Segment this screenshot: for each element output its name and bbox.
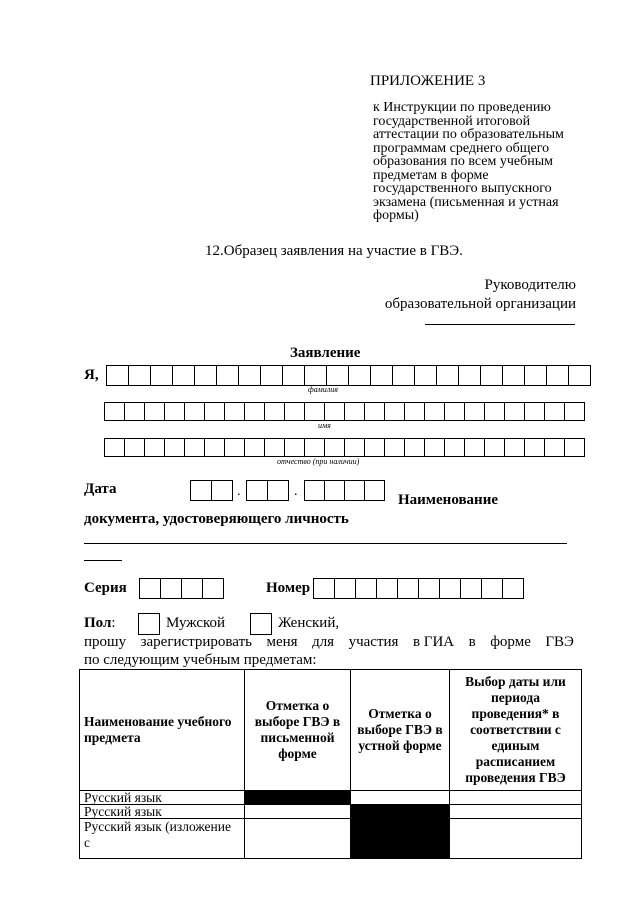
header-subject: Наименование учебного предмета — [80, 670, 245, 791]
char-cell[interactable] — [480, 365, 503, 386]
request-word: участия — [348, 634, 399, 650]
char-cell[interactable] — [216, 365, 239, 386]
char-cell[interactable] — [224, 438, 245, 457]
char-cell[interactable] — [397, 578, 419, 599]
char-cell[interactable] — [124, 438, 145, 457]
request-word: прошу — [84, 634, 127, 650]
gender-colon: : — [111, 615, 116, 631]
date-choice-cell[interactable] — [450, 791, 582, 805]
char-cell[interactable] — [424, 438, 445, 457]
char-cell[interactable] — [304, 402, 325, 421]
char-cell[interactable] — [144, 438, 165, 457]
char-cell[interactable] — [364, 402, 385, 421]
series-field[interactable] — [139, 578, 224, 599]
char-cell[interactable] — [364, 438, 385, 457]
char-cell[interactable] — [444, 438, 465, 457]
char-cell[interactable] — [384, 402, 405, 421]
request-word: меня — [266, 634, 298, 650]
char-cell[interactable] — [238, 365, 261, 386]
char-cell[interactable] — [244, 402, 265, 421]
char-cell[interactable] — [264, 438, 285, 457]
instruction-line: государственного выпускного — [373, 181, 552, 196]
char-cell[interactable] — [444, 402, 465, 421]
document-name-label: Наименование — [398, 492, 498, 508]
date-day-field[interactable] — [190, 480, 233, 501]
char-cell[interactable] — [204, 402, 225, 421]
request-word: в — [468, 634, 476, 650]
series-label: Серия — [84, 580, 127, 596]
char-cell[interactable] — [211, 480, 233, 501]
char-cell[interactable] — [546, 365, 569, 386]
written-mark-cell-disabled — [245, 791, 351, 805]
char-cell[interactable] — [568, 365, 591, 386]
char-cell[interactable] — [364, 480, 385, 501]
header-written: Отметка о выборе ГВЭ в письменной форме — [245, 670, 351, 791]
written-mark-cell[interactable] — [245, 805, 351, 819]
instruction-line: предметам в форме — [373, 167, 489, 183]
female-label: Женский, — [278, 615, 340, 631]
male-checkbox[interactable] — [138, 613, 160, 635]
char-cell[interactable] — [484, 438, 505, 457]
table-row — [80, 791, 582, 805]
char-cell[interactable] — [202, 578, 224, 599]
oral-mark-cell-disabled — [351, 805, 450, 819]
instruction-line: образования по всем учебным — [373, 154, 553, 169]
instruction-reference — [373, 101, 588, 223]
name-field[interactable] — [104, 402, 585, 421]
recipient-line: образовательной организации — [384, 296, 576, 312]
char-cell[interactable] — [460, 578, 482, 599]
char-cell[interactable] — [564, 438, 585, 457]
patronymic-caption: отчество (при наличии) — [277, 457, 360, 466]
number-label: Номер — [266, 580, 311, 596]
date-year-field[interactable] — [304, 480, 385, 501]
char-cell[interactable] — [304, 480, 325, 501]
char-cell[interactable] — [458, 365, 481, 386]
char-cell[interactable] — [150, 365, 173, 386]
char-cell[interactable] — [244, 438, 265, 457]
char-cell[interactable] — [267, 480, 289, 501]
char-cell[interactable] — [124, 402, 145, 421]
char-cell[interactable] — [464, 438, 485, 457]
char-cell[interactable] — [224, 402, 245, 421]
document-label: документа, удостоверяющего личность — [84, 511, 349, 527]
char-cell[interactable] — [204, 438, 225, 457]
char-cell[interactable] — [139, 578, 161, 599]
char-cell[interactable] — [326, 365, 349, 386]
char-cell[interactable] — [324, 438, 345, 457]
char-cell[interactable] — [304, 365, 327, 386]
request-word: зарегистрировать — [140, 634, 252, 650]
char-cell[interactable] — [172, 365, 195, 386]
char-cell[interactable] — [348, 365, 371, 386]
header-date-choice: Выбор даты или периода проведения* в соответствии с единым расписанием проведения ГВЭ — [450, 670, 582, 791]
date-month-field[interactable] — [246, 480, 289, 501]
char-cell[interactable] — [424, 402, 445, 421]
char-cell[interactable] — [246, 480, 268, 501]
subject-cell: Русский язык (изложение с — [80, 819, 245, 859]
char-cell[interactable] — [324, 402, 345, 421]
header-oral: Отметка о выборе ГВЭ в устной форме — [351, 670, 450, 791]
char-cell[interactable] — [184, 402, 205, 421]
char-cell[interactable] — [464, 402, 485, 421]
char-cell[interactable] — [106, 365, 129, 386]
instruction-line: аттестации по образовательным — [373, 127, 564, 142]
char-cell[interactable] — [414, 365, 437, 386]
date-choice-cell[interactable] — [450, 805, 582, 819]
char-cell[interactable] — [524, 438, 545, 457]
char-cell[interactable] — [524, 402, 545, 421]
char-cell[interactable] — [344, 402, 365, 421]
char-cell[interactable] — [334, 578, 356, 599]
request-word: форме — [490, 634, 531, 650]
char-cell[interactable] — [304, 438, 325, 457]
oral-mark-cell[interactable] — [351, 791, 450, 805]
instruction-line: программам среднего общего — [373, 140, 550, 156]
name-caption: имя — [318, 421, 331, 430]
recipient-line: Руководителю — [484, 277, 576, 293]
oral-mark-cell-disabled — [351, 819, 450, 859]
gender-label — [84, 615, 116, 632]
char-cell[interactable] — [190, 480, 212, 501]
date-separator: . — [294, 484, 298, 499]
char-cell[interactable] — [355, 578, 377, 599]
request-word: ГВЭ — [545, 634, 574, 650]
char-cell[interactable] — [181, 578, 203, 599]
written-mark-cell[interactable] — [245, 819, 351, 859]
char-cell[interactable] — [194, 365, 217, 386]
char-cell[interactable] — [164, 438, 185, 457]
ya-label: Я, — [84, 367, 99, 383]
male-label: Мужской — [166, 615, 226, 631]
char-cell[interactable] — [544, 402, 565, 421]
char-cell[interactable] — [439, 578, 461, 599]
date-label: Дата — [84, 481, 117, 497]
table-row — [80, 819, 582, 859]
gender-label-text: Пол — [84, 615, 112, 631]
char-cell[interactable] — [481, 578, 503, 599]
char-cell[interactable] — [260, 365, 283, 386]
char-cell[interactable] — [436, 365, 459, 386]
char-cell[interactable] — [164, 402, 185, 421]
appendix-title: ПРИЛОЖЕНИЕ 3 — [370, 73, 486, 89]
char-cell[interactable] — [128, 365, 151, 386]
char-cell[interactable] — [282, 365, 305, 386]
char-cell[interactable] — [284, 438, 305, 457]
char-cell[interactable] — [160, 578, 182, 599]
subject-cell: Русский язык — [80, 805, 245, 819]
subject-cell: Русский язык — [80, 791, 245, 805]
sample-heading: 12.Образец заявления на участие в ГВЭ. — [205, 243, 463, 259]
char-cell[interactable] — [504, 402, 525, 421]
char-cell[interactable] — [502, 365, 525, 386]
char-cell[interactable] — [502, 578, 524, 599]
char-cell[interactable] — [376, 578, 398, 599]
form-title: Заявление — [290, 345, 361, 361]
char-cell[interactable] — [313, 578, 335, 599]
patronymic-field[interactable] — [104, 438, 585, 457]
recipient-block — [380, 276, 576, 314]
char-cell[interactable] — [344, 438, 365, 457]
char-cell[interactable] — [104, 438, 125, 457]
subjects-table — [79, 669, 582, 859]
instruction-line: государственной итоговой — [373, 113, 531, 129]
recipient-signature-line — [425, 324, 575, 325]
table-row — [80, 805, 582, 819]
char-cell[interactable] — [404, 438, 425, 457]
request-word: для — [312, 634, 335, 650]
char-cell[interactable] — [344, 480, 365, 501]
char-cell[interactable] — [524, 365, 547, 386]
char-cell[interactable] — [418, 578, 440, 599]
request-line-2: по следующим учебным предметам: — [84, 652, 317, 668]
char-cell[interactable] — [184, 438, 205, 457]
surname-caption: фамилия — [308, 385, 338, 394]
instruction-line: к Инструкции по проведению — [373, 100, 551, 115]
instruction-line: формы) — [373, 208, 419, 223]
char-cell[interactable] — [404, 402, 425, 421]
char-cell[interactable] — [370, 365, 393, 386]
char-cell[interactable] — [544, 438, 565, 457]
document-name-line-short[interactable] — [84, 560, 122, 561]
surname-field[interactable] — [106, 365, 591, 386]
char-cell[interactable] — [384, 438, 405, 457]
char-cell[interactable] — [484, 402, 505, 421]
char-cell[interactable] — [504, 438, 525, 457]
char-cell[interactable] — [324, 480, 345, 501]
char-cell[interactable] — [264, 402, 285, 421]
document-name-line[interactable] — [84, 543, 567, 544]
request-line-1 — [84, 634, 574, 651]
char-cell[interactable] — [392, 365, 415, 386]
char-cell[interactable] — [284, 402, 305, 421]
table-header-row — [80, 670, 582, 791]
date-separator: . — [237, 484, 241, 499]
char-cell[interactable] — [564, 402, 585, 421]
instruction-line: экзамена (письменная и устная — [373, 194, 559, 210]
char-cell[interactable] — [144, 402, 165, 421]
number-field[interactable] — [313, 578, 524, 599]
date-choice-cell[interactable] — [450, 819, 582, 859]
request-word: в ГИА — [412, 634, 455, 650]
female-checkbox[interactable] — [250, 613, 272, 635]
char-cell[interactable] — [104, 402, 125, 421]
